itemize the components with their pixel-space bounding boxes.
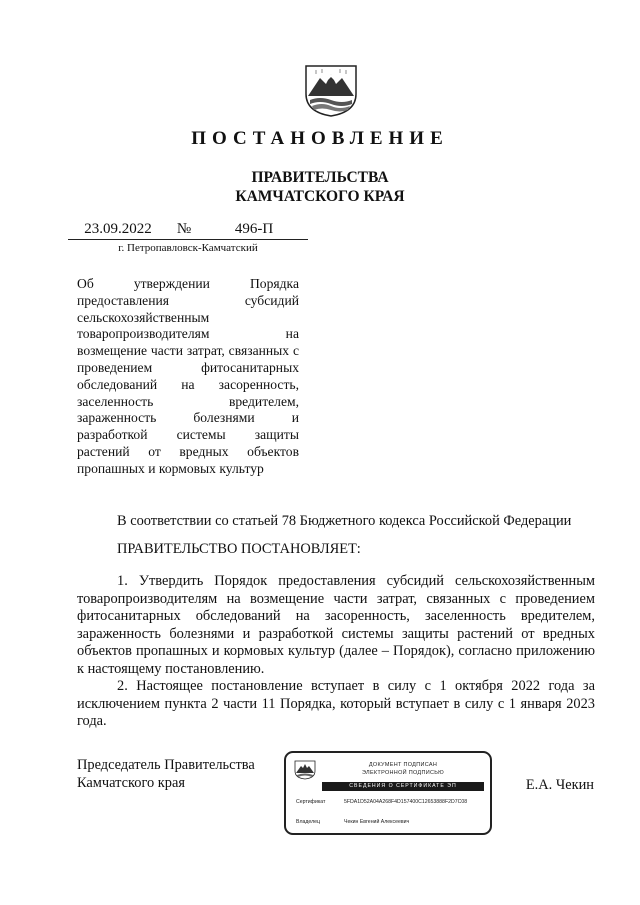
stamp-owner-value: Чекин Евгений Алексеевич [344, 819, 410, 825]
document-title: ПОСТАНОВЛЕНИЕ [191, 128, 449, 149]
item-1-paragraph: 1. Утвердить Порядок предоставления субсидий сельскохозяйственным товаропроизводителям на возмещение части затрат, связанных с проведением фитосанитарных обследований на засоренность, заселенность вредителем, зараженность болезнями и разработкой системы защиты растений от вредных объектов пропашных и кормовых культур (далее – Порядок), согласно приложению к настоящему постановлению. [77, 573, 595, 677]
stamp-certificate-row [296, 799, 484, 805]
electronic-signature-stamp [284, 751, 492, 835]
signer-position-line-2: Камчатского края [77, 774, 185, 791]
signer-position [77, 757, 255, 792]
stamp-heading-line-2: ЭЛЕКТРОННОЙ ПОДПИСЬЮ [361, 770, 445, 776]
issuer-line-1: ПРАВИТЕЛЬСТВА [251, 169, 389, 186]
stamp-owner-row [296, 819, 484, 825]
issuer-line-2: КАМЧАТСКОГО КРАЯ [235, 188, 405, 205]
stamp-heading [322, 761, 484, 777]
stamp-emblem-icon [294, 760, 316, 780]
kamchatka-coat-of-arms-icon [302, 62, 360, 118]
number-sign: № [176, 221, 192, 237]
item-2-paragraph: 2. Настоящее постановление вступает в силу с 1 октября 2022 года за исключением пункта 2 части 11 Порядка, который вступает в силу с 1 января 2023 года. [77, 678, 595, 729]
stamp-certificate-bar: СВЕДЕНИЯ О СЕРТИФИКАТЕ ЭП [322, 782, 484, 791]
document-meta [68, 220, 308, 254]
document-subject: Об утверждении Порядка предоставления субсидий сельскохозяйственным товаропроизводителям на возмещение части затрат, связанных с проведением фитосанитарных обследований на засоренность, заселенность вредителем, зараженность болезнями и разработкой системы защиты растений от вредных объектов пропашных и кормовых культур [77, 276, 299, 476]
stamp-cert-value: 5FDA1D52A04A268F4D157400C12653888F2D7C08 [344, 799, 468, 805]
decree-paragraph: ПРАВИТЕЛЬСТВО ПОСТАНОВЛЯЕТ: [117, 541, 361, 557]
stamp-heading-line-1: ДОКУМЕНТ ПОДПИСАН [368, 762, 438, 768]
document-date: 23.09.2022 [84, 221, 152, 237]
meta-underline [68, 239, 308, 240]
signer-name: Е.А. Чекин [525, 777, 594, 793]
basis-paragraph: В соответствии со статьей 78 Бюджетного кодекса Российской Федерации [117, 513, 572, 529]
document-number: 496-П [234, 221, 274, 237]
signer-position-line-1: Председатель Правительства [77, 757, 255, 773]
stamp-cert-label: Сертификат [296, 799, 326, 805]
issuer-block [0, 168, 640, 206]
document-city: г. Петропавловск-Камчатский [118, 242, 258, 254]
stamp-owner-label: Владелец [296, 819, 320, 825]
